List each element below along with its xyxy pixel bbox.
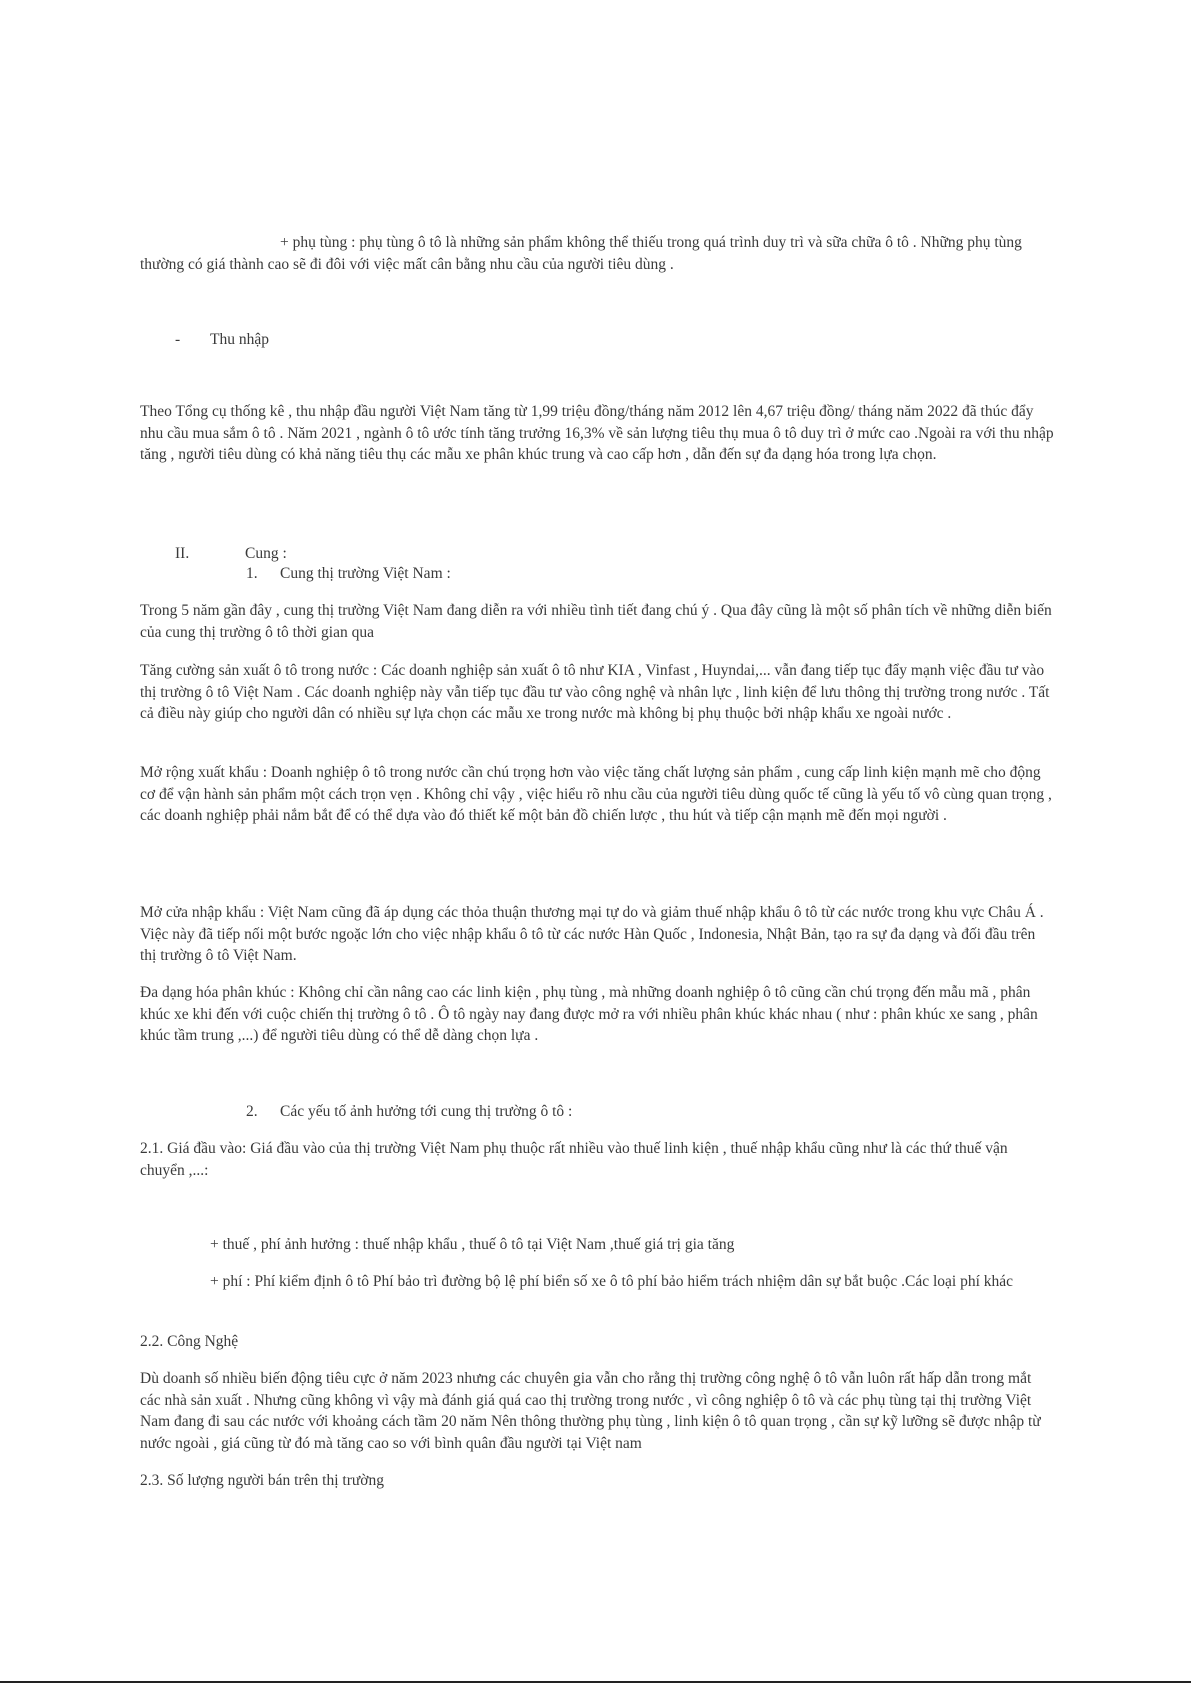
subsection-1-heading: [246, 563, 451, 585]
subsection-title: Các yếu tố ảnh hưởng tới cung thị trường ô tô :: [280, 1103, 573, 1120]
paragraph-mo-rong: Mở rộng xuất khẩu : Doanh nghiệp ô tô trong nước cần chú trọng hơn vào việc tăng chất lượng sản phẩm , cung cấp linh kiện mạnh mẽ cho động cơ để vận hành sản phẩm một cách trọn vẹn . Không chỉ vậy , việc hiểu rõ nhu cầu của người tiêu dùng quốc tế cũng là yếu tố vô cùng quan trọng , các doanh nghiệp phải nắm bắt để có thể dựa vào đó thiết kế một bản đồ chiến lược , thu hút và tiếp cận mạnh mẽ đến mọi người .: [140, 764, 1052, 824]
heading-2-2: 2.2. Công Nghệ: [140, 1333, 239, 1350]
heading-2-3: 2.3. Số lượng người bán trên thị trường: [140, 1472, 384, 1489]
paragraph-du-doanh-so: Dù doanh số nhiều biến động tiêu cực ở năm 2023 nhưng các chuyên gia vẫn cho rằng thị trường công nghệ ô tô vẫn luôn rất hấp dẫn trong mắt các nhà sản xuất . Nhưng cũng không vì vậy mà đánh giá quá cao thị trường trong nước , vì công nghiệp ô tô và các phụ tùng tại thị trường Việt Nam đang đi sau các nước với khoảng cách tầm 20 năm Nên thông thường phụ tùng , linh kiện ô tô quan trọng , cần sự kỹ lưỡng sẽ được nhập từ nước ngoài , giá cũng từ đó mà tăng cao so với bình quân đầu người tại Việt nam: [140, 1370, 1041, 1452]
paragraph-phu-tung: + phụ tùng : phụ tùng ô tô là những sản phẩm không thể thiếu trong quá trình duy trì và sữa chữa ô tô . Những phụ tùng thường có giá thành cao sẽ đi đôi với việc mất cân bằng nhu cầu của người tiêu dùng .: [140, 234, 1022, 273]
paragraph-mo-cua: Mở cửa nhập khẩu : Việt Nam cũng đã áp dụng các thỏa thuận thương mại tự do và giảm thuế nhập khẩu ô tô từ các nước trong khu vực Châu Á . Việc này đã tiếp nối một bước ngoặc lớn cho việc nhập khẩu ô tô từ các nước Hàn Quốc , Indonesia, Nhật Bản, tạo ra sự đa dạng và đối đầu trên thị trường ô tô Việt Nam.: [140, 904, 1044, 964]
heading-thu-nhap: Thu nhập: [210, 331, 269, 348]
bullet-dash: -: [175, 331, 181, 348]
section-number: II.: [175, 545, 190, 562]
paragraph-trong-5-nam: Trong 5 năm gần đây , cung thị trường Việt Nam đang diễn ra với nhiều tình tiết đang chú ý . Qua đây cũng là một số phân tích về những diễn biến của cung thị trường ô tô thời gian qua: [140, 602, 1052, 641]
subsection-number: 2.: [246, 1103, 258, 1120]
paragraph-2-1: 2.1. Giá đầu vào: Giá đầu vào của thị trường Việt Nam phụ thuộc rất nhiều vào thuế linh kiện , thuế nhập khẩu cũng như là các thứ thuế vận chuyển ,...:: [140, 1140, 1008, 1179]
paragraph-tang-cuong: Tăng cường sản xuất ô tô trong nước : Các doanh nghiệp sản xuất ô tô như KIA , Vinfast , Huyndai,... vẫn đang tiếp tục đẩy mạnh việc đầu tư vào thị trường ô tô Việt Nam . Các doanh nghiệp này vẫn tiếp tục đầu tư vào công nghệ và nhân lực , linh kiện để lưu thông thị trường trong nước . Tất cả điều này giúp cho người dân có nhiều sự lựa chọn các mẫu xe trong nước mà không bị phụ thuộc bởi nhập khẩu xe ngoài nước .: [140, 662, 1050, 722]
paragraph-thu-nhap: Theo Tổng cụ thống kê , thu nhập đầu người Việt Nam tăng từ 1,99 triệu đồng/tháng năm 2012 lên 4,67 triệu đồng/ tháng năm 2022 đã thúc đẩy nhu cầu mua sắm ô tô . Năm 2021 , ngành ô tô ước tính tăng trưởng 16,3% về sản lượng tiêu thụ mua ô tô duy trì ở mức cao .Ngoài ra với thu nhập tăng , người tiêu dùng có khả năng tiêu thụ các mẫu xe phân khúc trung và cao cấp hơn , dẫn đến sự đa dạng hóa trong lựa chọn.: [140, 403, 1054, 463]
subsection-title: Cung thị trường Việt Nam :: [280, 565, 451, 582]
paragraph-phi: + phí : Phí kiểm định ô tô Phí bảo trì đường bộ lệ phí biển số xe ô tô phí bảo hiểm trách nhiệm dân sự bắt buộc .Các loại phí khác: [210, 1273, 1014, 1290]
paragraph-da-dang: Đa dạng hóa phân khúc : Không chỉ cần nâng cao các linh kiện , phụ tùng , mà những doanh nghiệp ô tô cũng cần chú trọng đến mẫu mã , phân khúc xe khi đến với cuộc chiến thị trường ô tô . Ô tô ngày nay đang được mở ra với nhiều phân khúc khác nhau ( như : phân khúc xe sang , phân khúc tầm trung ,...) để người tiêu dùng có thể dễ dàng chọn lựa .: [140, 984, 1038, 1044]
subsection-2-heading: [246, 1101, 572, 1123]
section-ii-heading: [175, 543, 287, 565]
paragraph-thue: + thuế , phí ảnh hưởng : thuế nhập khẩu , thuế ô tô tại Việt Nam ,thuế giá trị gia tăng: [210, 1236, 735, 1253]
page-bottom-rule: [0, 1681, 1191, 1683]
subsection-number: 1.: [246, 565, 258, 582]
bullet-thu-nhap: [175, 329, 269, 351]
section-title: Cung :: [245, 545, 287, 562]
